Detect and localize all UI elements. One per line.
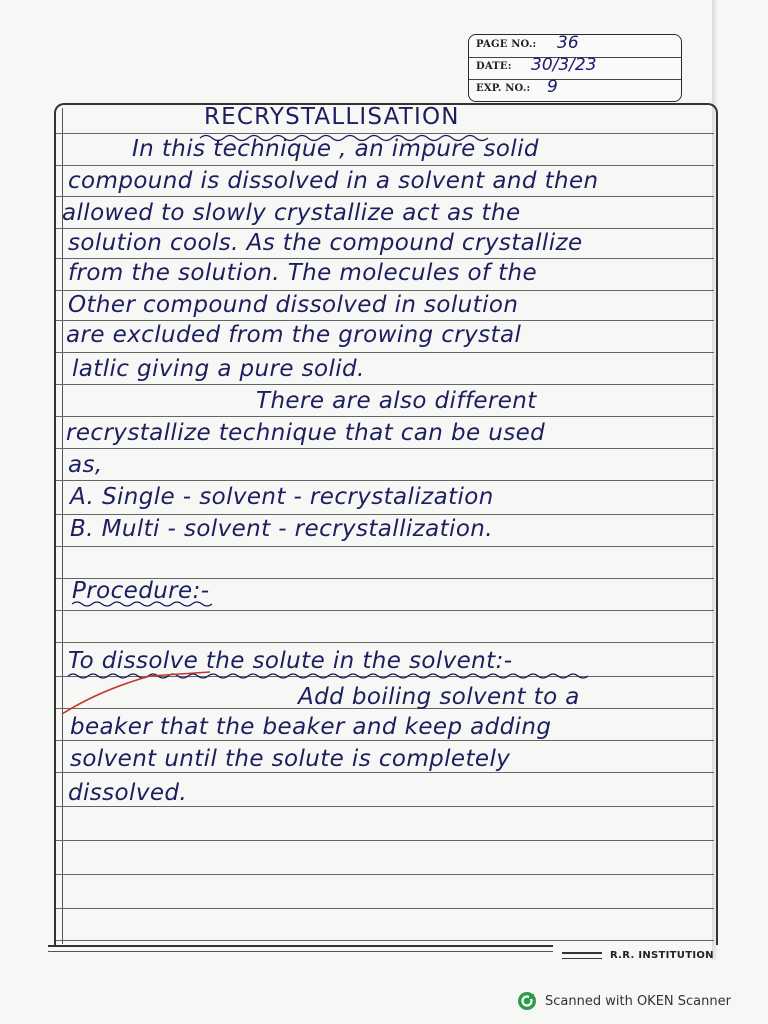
ruled-line bbox=[56, 352, 714, 353]
ruled-line bbox=[56, 772, 714, 773]
page-number-value: 36 bbox=[557, 33, 579, 53]
ruled-line bbox=[56, 165, 714, 166]
text-line: There are also different bbox=[256, 388, 537, 414]
text-line: dissolved. bbox=[68, 780, 188, 806]
text-line: Other compound dissolved in solution bbox=[68, 292, 519, 318]
red-check-mark bbox=[60, 670, 220, 720]
text-line: from the solution. The molecules of the bbox=[68, 260, 538, 286]
ruled-line bbox=[56, 448, 714, 449]
text-line: allowed to slowly crystallize act as the bbox=[62, 200, 521, 226]
text-line: A. Single - solvent - recrystalization bbox=[70, 484, 494, 510]
text-line: compound is dissolved in a solvent and then bbox=[68, 168, 599, 194]
ruled-line bbox=[56, 514, 714, 515]
text-line: latlic giving a pure solid. bbox=[72, 356, 365, 382]
experiment-number-value: 9 bbox=[547, 77, 558, 97]
ruled-line bbox=[56, 196, 714, 197]
ruled-line bbox=[56, 480, 714, 481]
procedure-underline bbox=[72, 600, 212, 608]
date-label: DATE: bbox=[476, 61, 512, 72]
ruled-line bbox=[56, 840, 714, 841]
ruled-line bbox=[56, 874, 714, 875]
date-row bbox=[469, 57, 681, 80]
text-line: as, bbox=[68, 452, 103, 478]
scanner-watermark bbox=[517, 990, 731, 1012]
page-info-box bbox=[468, 34, 682, 102]
ruled-line bbox=[56, 228, 714, 229]
ruled-line bbox=[56, 416, 714, 417]
oken-scanner-logo-icon bbox=[517, 991, 537, 1011]
experiment-number-row bbox=[469, 79, 681, 101]
text-line: Add boiling solvent to a bbox=[298, 684, 580, 710]
ruled-line bbox=[56, 290, 714, 291]
ruled-line bbox=[56, 940, 714, 941]
subheading: To dissolve the solute in the solvent:- bbox=[68, 648, 513, 674]
text-line: are excluded from the growing crystal bbox=[66, 322, 522, 348]
ruled-line bbox=[56, 320, 714, 321]
ruled-line bbox=[56, 806, 714, 807]
text-line: recrystallize technique that can be used bbox=[66, 420, 546, 446]
page-bottom-border bbox=[48, 945, 553, 952]
ruled-line bbox=[56, 610, 714, 611]
ruled-line bbox=[56, 384, 714, 385]
text-line: solution cools. As the compound crystallize bbox=[68, 230, 583, 256]
ruled-line bbox=[56, 546, 714, 547]
scanner-label: Scanned with OKEN Scanner bbox=[545, 993, 731, 1009]
institution-name: R.R. INSTITUTION bbox=[610, 950, 714, 961]
ruled-line bbox=[56, 908, 714, 909]
ruled-line bbox=[56, 258, 714, 259]
text-line: beaker that the beaker and keep adding bbox=[70, 714, 552, 740]
page-title: RECRYSTALLISATION bbox=[204, 104, 460, 130]
experiment-number-label: EXP. NO.: bbox=[476, 83, 531, 94]
ruled-line bbox=[56, 642, 714, 643]
ruled-line bbox=[56, 740, 714, 741]
text-line: In this technique , an impure solid bbox=[132, 136, 539, 162]
margin-line bbox=[62, 108, 63, 944]
text-line: solvent until the solute is completely bbox=[70, 746, 511, 772]
text-line: B. Multi - solvent - recrystallization. bbox=[70, 516, 493, 542]
date-value: 30/3/23 bbox=[531, 55, 597, 75]
footer-bar-mark bbox=[562, 952, 602, 959]
page-number-label: PAGE NO.: bbox=[476, 39, 537, 50]
procedure-heading: Procedure:- bbox=[72, 578, 210, 604]
